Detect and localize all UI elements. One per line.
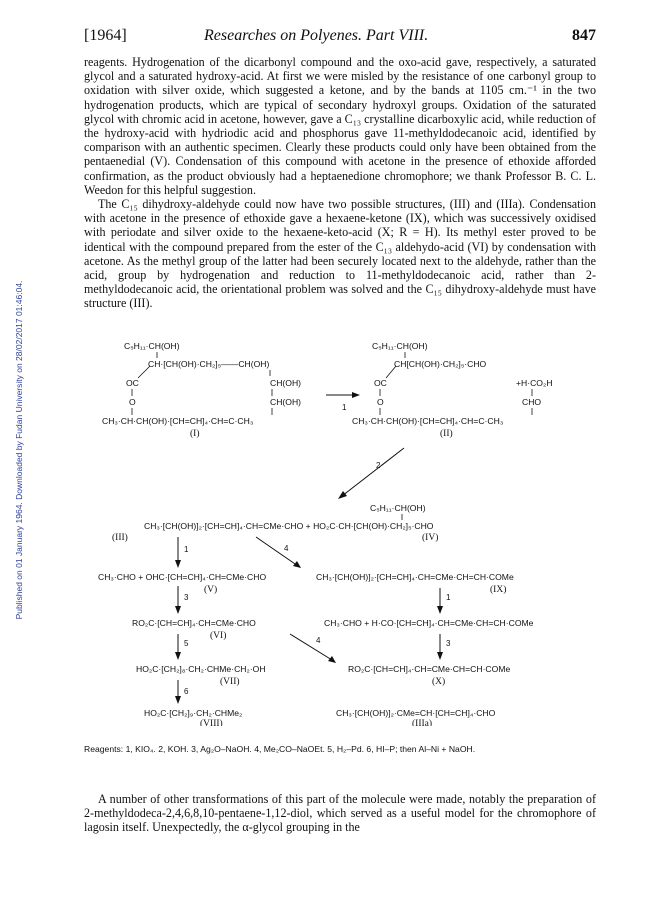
I-oc: OC bbox=[126, 378, 139, 388]
page-number: 847 bbox=[572, 27, 596, 44]
arrow-III-V-reagent: 1 bbox=[184, 545, 189, 554]
VIII-label: (VIII) bbox=[200, 719, 223, 726]
reaction-scheme bbox=[84, 338, 604, 726]
I-o: O bbox=[129, 397, 136, 407]
download-watermark-text: Published on 01 January 1964. Downloaded by Fudan University on 28/02/2017 01:46:04. bbox=[14, 280, 24, 620]
arrowhead bbox=[437, 652, 443, 660]
I-label: (I) bbox=[190, 429, 200, 439]
VIII-line: HO₂C·[CH₂]₉·CH₂·CHMe₂ bbox=[144, 708, 243, 718]
arrow-VI-X-reagent: 4 bbox=[316, 636, 321, 645]
II-top: C₅H₁₁·CH(OH) bbox=[372, 341, 428, 351]
arrowhead bbox=[175, 560, 181, 568]
VI-label: (VI) bbox=[210, 631, 227, 641]
arrowhead bbox=[437, 606, 443, 614]
I-line2: CH·[CH(OH)·CH₂]₅——CH(OH) bbox=[148, 359, 270, 369]
II-hco2h: +H·CO₂H bbox=[516, 378, 553, 388]
IIIa-label: (IIIa) bbox=[412, 719, 433, 726]
header-year: [1964] bbox=[84, 27, 127, 44]
arrowhead bbox=[175, 696, 181, 704]
paragraph-3: A number of other transformations of this part of the molecule were made, notably the preparation of 2-methyldodeca-2,4,6,8,10-pentaene-1,12-diol, which served as a useful model for the chromophore of lagosin itself. Unexpectedly, the α-glycol grouping in the bbox=[84, 792, 596, 835]
arrow-VI-to-X bbox=[290, 634, 332, 660]
download-watermark bbox=[14, 170, 24, 730]
reaction-scheme-svg bbox=[84, 338, 604, 726]
running-header bbox=[84, 27, 596, 49]
V-line: CH₃·CHO + OHC·[CH=CH]₄·CH=CMe·CHO bbox=[98, 572, 267, 582]
I-top: C₅H₁₁·CH(OH) bbox=[124, 341, 180, 351]
arrowhead bbox=[175, 606, 181, 614]
header-title: Researches on Polyenes. Part VIII. bbox=[204, 27, 429, 44]
IIIa-line: CH₃·[CH(OH)]₂·CMe=CH·[CH=CH]₄·CHO bbox=[336, 708, 496, 718]
arrow-II-reagent: 2 bbox=[376, 461, 381, 470]
VII-line: HO₂C·[CH₂]₈·CH₂·CHMe·CH₂·OH bbox=[136, 664, 266, 674]
II-line2: CH[CH(OH)·CH₂]₅·CHO bbox=[394, 359, 487, 369]
I-choh1: CH(OH) bbox=[270, 378, 302, 388]
arrow-III-to-IX bbox=[256, 537, 298, 566]
arrow-VI-VII-reagent: 5 bbox=[184, 639, 189, 648]
X-line: RO₂C·[CH=CH]₄·CH=CMe·CH=CH·COMe bbox=[348, 664, 511, 674]
VI-line: RO₂C·[CH=CH]₄·CH=CMe·CHO bbox=[132, 618, 256, 628]
I-bottom: CH₃·CH·CH(OH)·[CH=CH]₄·CH=C·CH₃ bbox=[102, 416, 254, 426]
paragraph-1: reagents. Hydrogenation of the dicarbonyl compound and the oxo-acid gave, respectively, a saturated glycol and a saturated hydroxy-acid. At first we were misled by the resistance of one carbonyl group to oxidation with silver oxide, which suggested a ketone, and by the bands at 1105 cm.⁻¹ in the two hydrogenation products, which are typical of secondary hydroxyl groups. Oxidation of the saturated glycol with chromic acid in acetone, however, gave a C₁₃ crystalline dicarboxylic acid, while reduction of the hydroxy-acid with hydriodic acid and phosphorus gave 11-methyldodecanoic acid, identified by comparison with an authentic specimen. Clearly these products could only have been obtained from the pentaenedial (V). Condensation of this compound with acetone in the presence of ethoxide afforded confirmation, as the product obviously had a heptaenedione chromophore; we thank Professor B. C. L. Weedon for this helpful suggestion. bbox=[84, 55, 596, 197]
arrow-V-VI-reagent: 3 bbox=[184, 593, 189, 602]
arrowhead bbox=[338, 491, 347, 499]
II-o: O bbox=[377, 397, 384, 407]
IX-line: CH₃·[CH(OH)]₂·[CH=CH]₄·CH=CMe·CH=CH·COMe bbox=[316, 572, 514, 582]
arrow-VII-VIII-reagent: 6 bbox=[184, 687, 189, 696]
paragraph-2: The C₁₅ dihydroxy-aldehyde could now have two possible structures, (III) and (IIIa). Condensation with acetone in the presence of ethoxide gave a hexaene-ketone (IX), which was successively oxidised with periodate and silver oxide to the hexaene-keto-acid (X; R = H). Its methyl ester proved to be identical with the compound prepared from the ester of the C₁₃ aldehydo-acid (VI) by condensation with acetone. As the methyl group of the latter had been securely located next to the aldehyde, rather than the acid, group by hydrogenation and reduction to 11-methyldodecanoic acid, rather than 2-methyldodecanoic acid, the orientational problem was solved and the C₁₅ dihydroxy-aldehyde must have structure (III). bbox=[84, 197, 596, 311]
IX-label: (IX) bbox=[490, 585, 507, 595]
II-cho: CHO bbox=[522, 397, 542, 407]
arrow-III-IX-reagent: 4 bbox=[284, 544, 289, 553]
IV-top: C₅H₁₁·CH(OH) bbox=[370, 503, 426, 513]
I-choh2: CH(OH) bbox=[270, 397, 302, 407]
body-text-top bbox=[84, 55, 596, 311]
IV-label: (IV) bbox=[422, 533, 439, 543]
X-label: (X) bbox=[432, 677, 446, 687]
arrow-I-II-reagent: 1 bbox=[342, 403, 347, 412]
body-text-bottom bbox=[84, 792, 596, 835]
II-label: (II) bbox=[440, 429, 453, 439]
arrowhead bbox=[175, 652, 181, 660]
VII-label: (VII) bbox=[220, 677, 240, 687]
arrow-IXb-X-reagent: 3 bbox=[446, 639, 451, 648]
III-IV-line: CH₃·[CH(OH)]₂·[CH=CH]₄·CH=CMe·CHO + HO₂C·CH·[CH(OH)·CH₂]₅·CHO bbox=[144, 521, 434, 531]
arrow-II-to-III bbox=[342, 448, 404, 496]
arrow-IX-reagent: 1 bbox=[446, 593, 451, 602]
reagents-caption: Reagents: 1, KIO₄. 2, KOH. 3, Ag₂O–NaOH. 4, Me₂CO–NaOEt. 5, H₂–Pd. 6, HI–P; then Al–Ni + NaOH. bbox=[84, 744, 476, 754]
V-label: (V) bbox=[204, 585, 218, 595]
arrowhead bbox=[328, 656, 336, 663]
III-label: (III) bbox=[112, 533, 128, 543]
arrowhead bbox=[352, 392, 360, 398]
arrowhead bbox=[293, 561, 301, 568]
II-bottom: CH₃·CH·CH(OH)·[CH=CH]₄·CH=C·CH₃ bbox=[352, 416, 504, 426]
IX-cleavage-line: CH₃·CHO + H·CO·[CH=CH]₄·CH=CMe·CH=CH·COMe bbox=[324, 618, 534, 628]
II-oc: OC bbox=[374, 378, 387, 388]
